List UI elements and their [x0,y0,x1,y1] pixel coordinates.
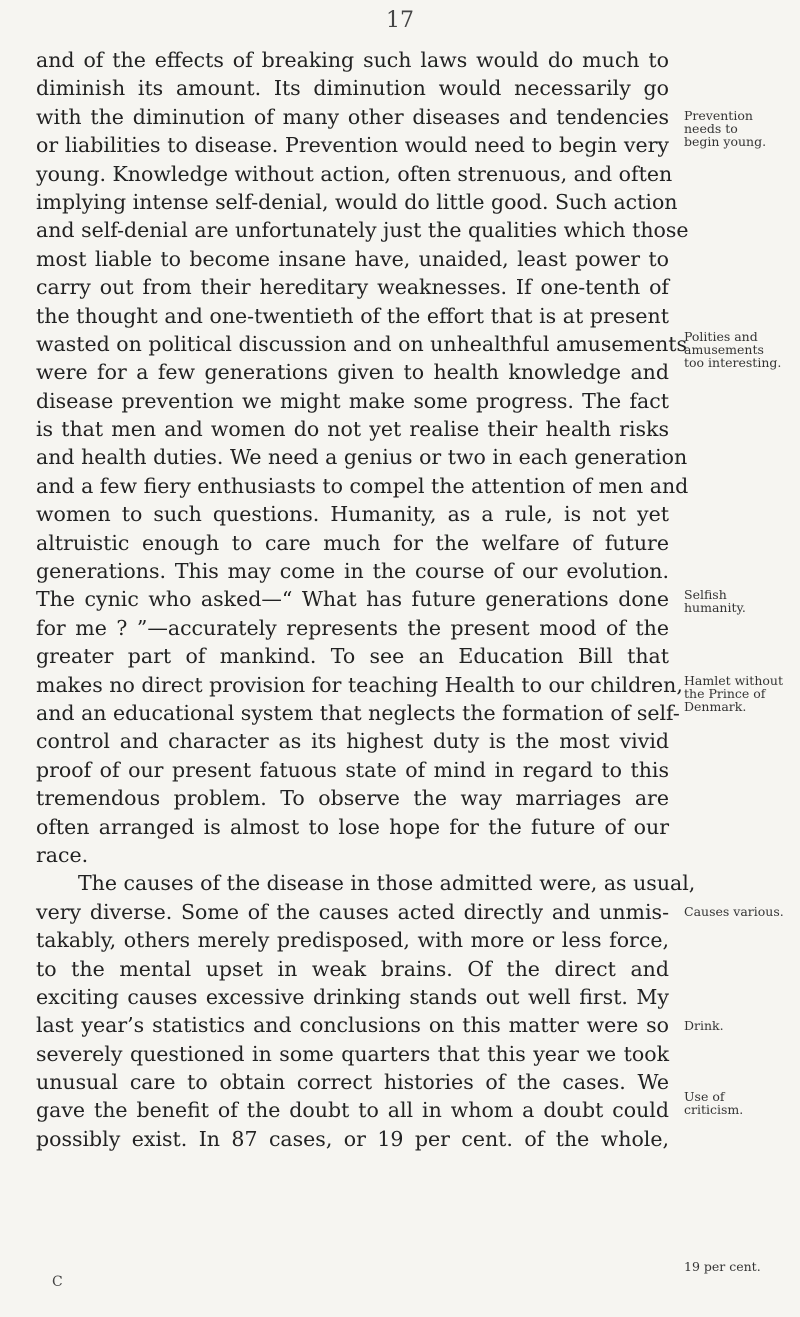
margin-note [684,1260,796,1273]
margin-note-line: Selfish [684,587,727,602]
text-line: and self-denial are unfortunately just the qualities which those [36,218,689,243]
text-line: for me ? ”—accurately represents the present mood of the [36,615,669,640]
margin-note [684,905,796,918]
margin-note-line: amusements [684,342,764,357]
text-line: to the mental upset in weak brains. Of the direct and [36,956,669,981]
margin-note-line: Use of [684,1089,725,1104]
text-line: diminish its amount. Its diminution would necessarily go [36,76,669,101]
text-line: wasted on political discussion and on unhealthful amusements [36,331,688,356]
margin-note-line: needs to [684,121,738,136]
text-line: women to such questions. Humanity, as a rule, is not yet [36,502,669,527]
margin-note-line: criticism. [684,1102,744,1117]
text-line: race. [36,842,89,867]
text-line: makes no direct provision for teaching Health to our children, [36,672,683,697]
margin-note [684,1019,796,1032]
text-line: were for a few generations given to health knowledge and [36,360,669,385]
text-line: and of the effects of breaking such laws would do much to [36,48,669,72]
text-line: exciting causes excessive drinking stands out well first. My [36,984,669,1009]
margin-note-line: begin young. [684,134,767,149]
paragraph-start: The causes of the disease in those admitted were, as usual, [78,871,696,896]
text-line: and an educational system that neglects the formation of self- [36,700,680,725]
margin-note [684,109,796,148]
margin-note-line: Drink. [684,1018,724,1033]
text-line: generations. This may come in the course of our evolution. [36,559,669,584]
text-line: The cynic who asked—“ What has future generations done [36,587,669,612]
margin-note [684,1090,796,1116]
text-line: carry out from their hereditary weaknesses. If one-tenth of [36,275,669,300]
text-line: last year’s statistics and conclusions on this matter were so [36,1013,669,1038]
text-line: proof of our present fatuous state of mind in regard to this [36,757,669,782]
text-line: takably, others merely predisposed, with more or less force, [36,928,669,953]
text-line: the thought and one-twentieth of the effort that is at present [36,303,669,328]
text-line: greater part of mankind. To see an Education Bill that [36,644,669,669]
margin-note-line: too interesting. [684,355,782,370]
text-line: gave the benefit of the doubt to all in whom a doubt could [36,1098,669,1123]
text-line: young. Knowledge without action, often strenuous, and often [36,161,673,186]
text-line: or liabilities to disease. Prevention would need to begin very [36,133,669,158]
text-line: possibly exist. In 87 cases, or 19 per cent. of the whole, [36,1126,669,1151]
text-line: severely questioned in some quarters that this year we took [36,1041,669,1066]
text-line: disease prevention we might make some progress. The fact [36,388,669,413]
text-line: and a few fiery enthusiasts to compel the attention of men and [36,473,689,498]
text-line: often arranged is almost to lose hope for the future of our [36,814,669,839]
margin-note [684,330,796,369]
text-line: most liable to become insane have, unaided, least power to [36,246,669,271]
margin-note-line: 19 per cent. [684,1259,761,1274]
margin-note-line: Polities and [684,329,758,344]
text-line: altruistic enough to care much for the welfare of future [36,530,669,555]
margin-note [684,674,796,713]
text-line: unusual care to obtain correct histories of the cases. We [36,1070,669,1095]
text-line: very diverse. Some of the causes acted directly and unmis- [36,899,669,924]
text-line: and health duties. We need a genius or two in each generation [36,445,688,470]
margin-note [684,588,796,614]
margin-note-line: Hamlet without [684,673,783,688]
body-text [36,46,696,1153]
text-line: with the diminution of many other diseases and tendencies [36,104,669,129]
text-line: implying intense self-denial, would do little good. Such action [36,189,678,214]
margin-note-line: the Prince of [684,686,766,701]
margin-note-line: Denmark. [684,699,747,714]
text-line: tremendous problem. To observe the way marriages are [36,786,669,811]
margin-note-line: Prevention [684,108,753,123]
text-line: control and character as its highest duty is the most vivid [36,729,669,754]
margin-note-line: Causes various. [684,904,784,919]
page-number: 17 [386,8,414,33]
signature-mark: C [52,1274,63,1290]
margin-note-line: humanity. [684,600,746,615]
text-line: is that men and women do not yet realise their health risks [36,417,669,442]
